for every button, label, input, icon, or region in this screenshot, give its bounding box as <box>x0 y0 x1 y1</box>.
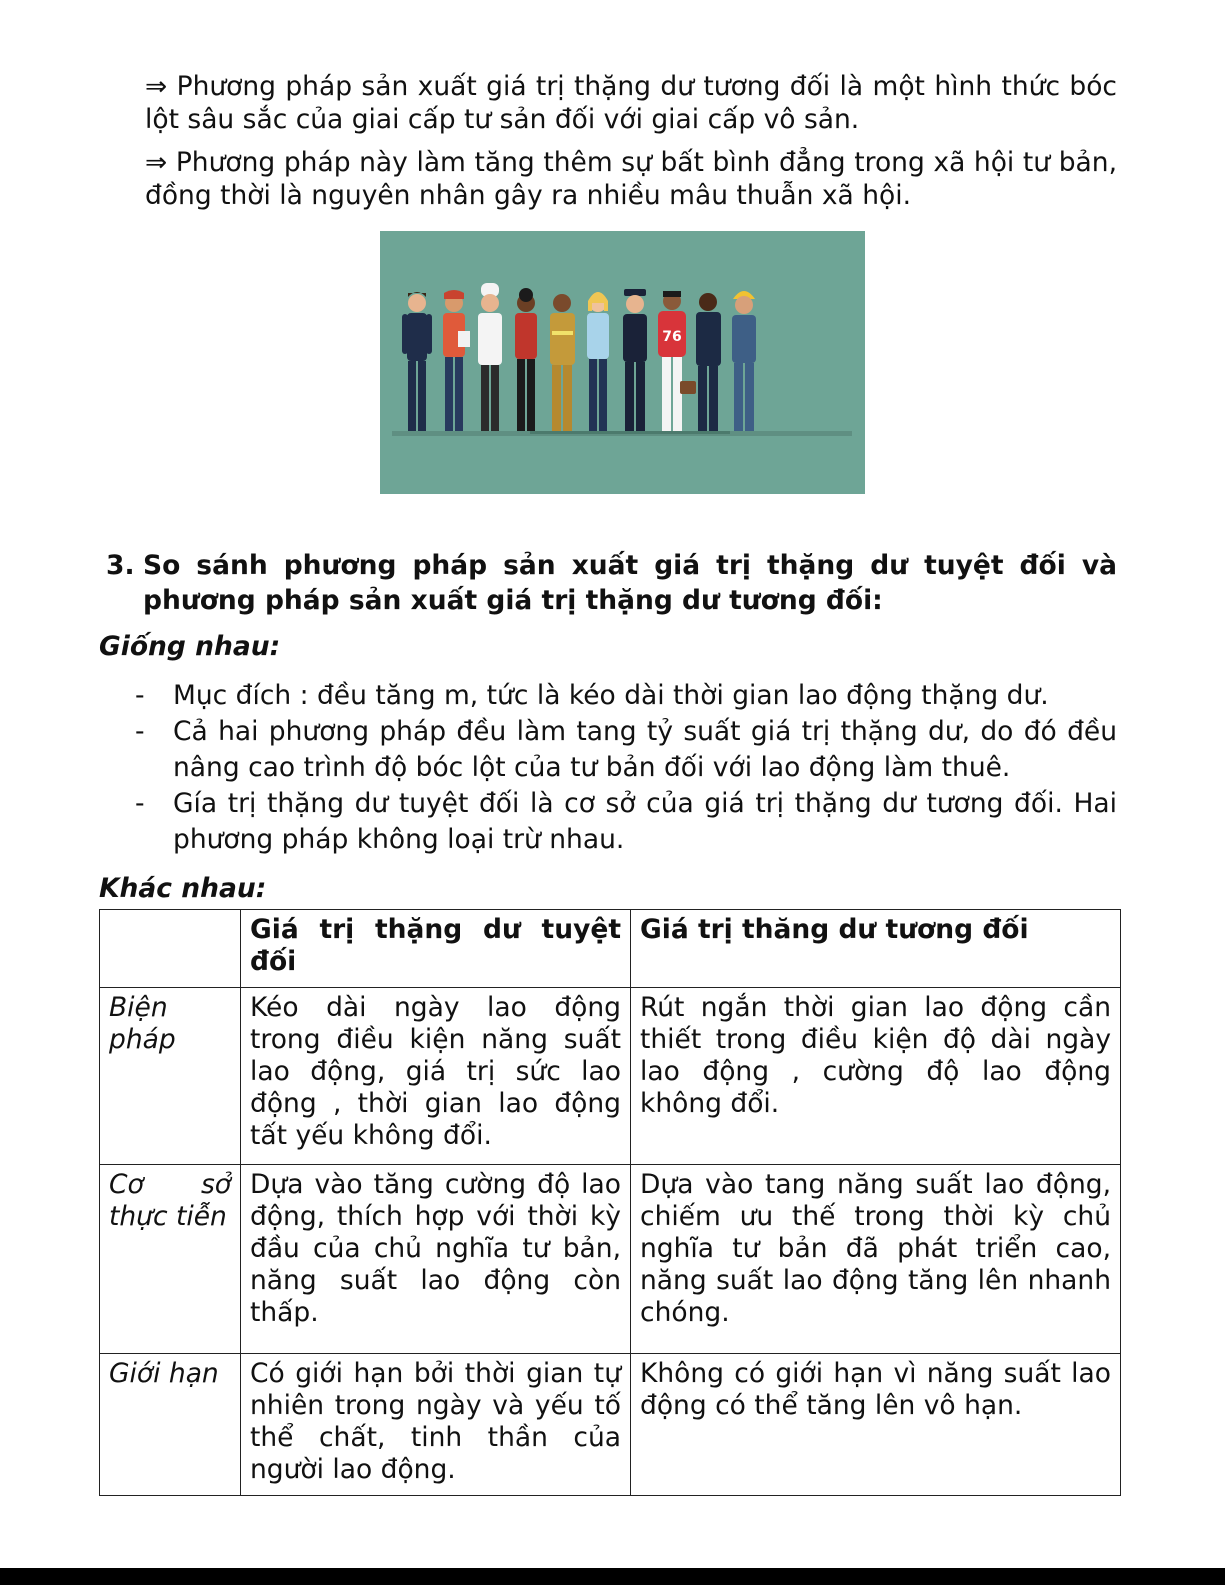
table-row <box>100 988 1121 1165</box>
table-header-blank <box>100 910 241 988</box>
list-item: - Cả hai phương pháp đều làm tang tỷ suất giá trị thặng dư, do đó đều nâng cao trình độ bóc lột của tư bản đối với lao động làm thuê. <box>135 716 1117 783</box>
table-header-row <box>100 910 1121 988</box>
row-label: Biện pháp <box>100 988 241 1165</box>
table-row <box>100 1165 1121 1354</box>
section-heading <box>106 548 1117 618</box>
similarities-heading: Giống nhau: <box>99 631 281 662</box>
table-row <box>100 1354 1121 1496</box>
cell-absolute: Kéo dài ngày lao động trong điều kiện năng suất lao động, giá trị sức lao động , thời gian lao động tất yếu không đổi. <box>241 988 631 1165</box>
table-header-absolute: Giá trị thặng dư tuyệt đối <box>241 910 631 988</box>
intro-paragraph-2: ⇒ Phương pháp này làm tăng thêm sự bất bình đẳng trong xã hội tư bản, đồng thời là nguyên nhân gây ra nhiều mâu thuẫn xã hội. <box>145 147 1117 211</box>
cell-relative: Rút ngắn thời gian lao động cần thiết trong điều kiện độ dài ngày lao động , cường độ lao động không đổi. <box>631 988 1121 1165</box>
jersey-number: 76 <box>662 329 682 345</box>
section-number: 3. <box>106 550 135 581</box>
section-title: So sánh phương pháp sản xuất giá trị thặng dư tuyệt đối và phương pháp sản xuất giá trị thặng dư tương đối: <box>143 550 1117 616</box>
workers-illustration <box>380 231 865 494</box>
comparison-table <box>99 909 1121 1496</box>
list-item: - Mục đích : đều tăng m, tức là kéo dài thời gian lao động thặng dư. <box>135 680 1049 711</box>
table-header-relative: Giá trị thăng dư tương đối <box>631 910 1121 988</box>
page-bottom-border <box>0 1568 1225 1585</box>
cell-absolute: Dựa vào tăng cường độ lao động, thích hợp với thời kỳ đầu của chủ nghĩa tư bản, năng suất lao động còn thấp. <box>241 1165 631 1354</box>
workers-illustration-svg <box>380 231 865 494</box>
similarities-list <box>130 678 1117 858</box>
differences-heading: Khác nhau: <box>99 873 267 904</box>
cell-absolute: Có giới hạn bởi thời gian tự nhiên trong ngày và yếu tố thể chất, tinh thần của người lao động. <box>241 1354 631 1496</box>
cell-relative: Dựa vào tang năng suất lao động, chiếm ưu thế trong thời kỳ chủ nghĩa tư bản đã phát triển cao, năng suất lao động tăng lên nhanh chóng. <box>631 1165 1121 1354</box>
row-label: Cơ sở thực tiễn <box>100 1165 241 1354</box>
row-label: Giới hạn <box>100 1354 241 1496</box>
cell-relative: Không có giới hạn vì năng suất lao động có thể tăng lên vô hạn. <box>631 1354 1121 1496</box>
intro-paragraph-1: ⇒ Phương pháp sản xuất giá trị thặng dư tương đối là một hình thức bóc lột sâu sắc của giai cấp tư sản đối với giai cấp vô sản. <box>145 71 1117 135</box>
list-item: - Gía trị thặng dư tuyệt đối là cơ sở của giá trị thặng dư tương đối. Hai phương pháp không loại trừ nhau. <box>135 788 1117 855</box>
